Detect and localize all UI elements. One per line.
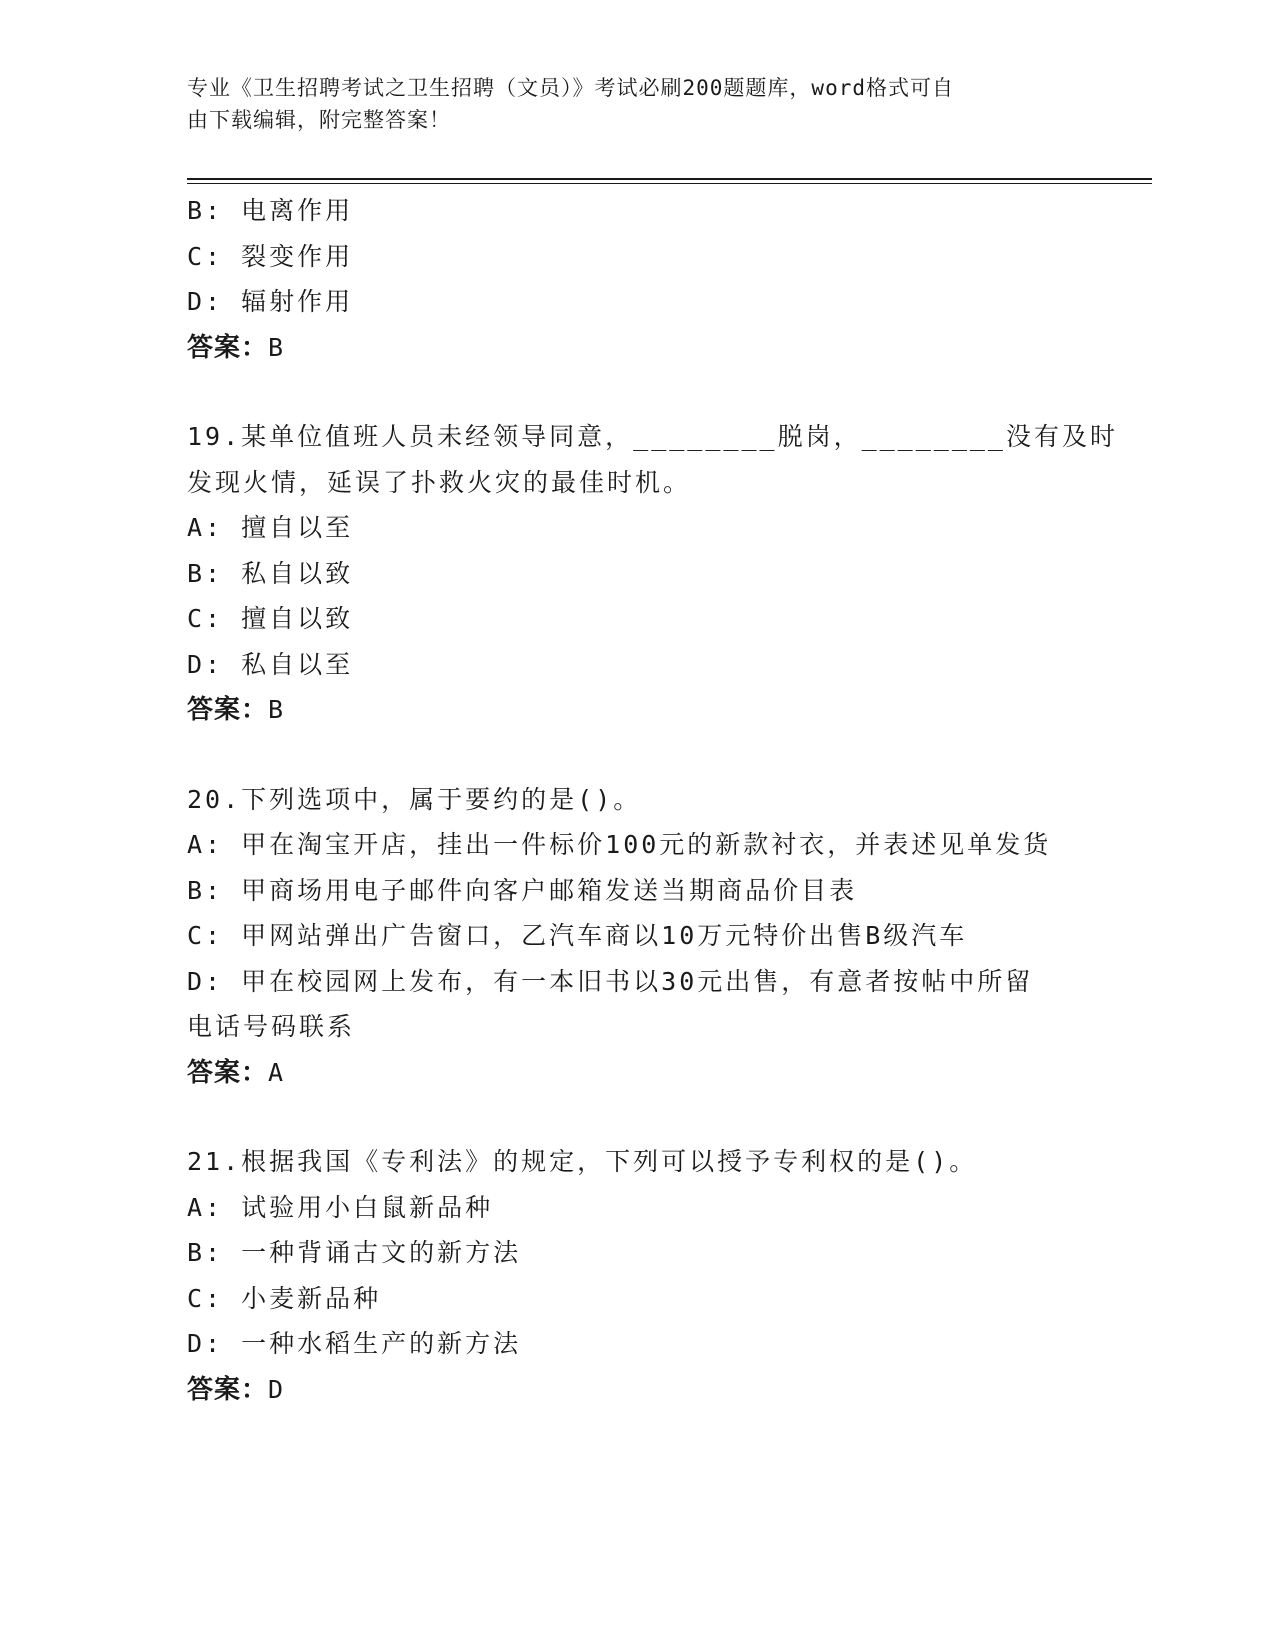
header-divider-thin	[187, 183, 1152, 184]
document-header	[187, 72, 1067, 136]
question-21	[187, 1139, 1082, 1412]
answer-value: B	[268, 332, 285, 362]
answer-label: 答案：	[187, 695, 269, 725]
header-line-2: 由下载编辑，附完整答案！	[187, 108, 451, 132]
question-19	[187, 414, 1118, 733]
option-d: D: 甲在校园网上发布，有一本旧书以30元出售，有意者按帖中所留	[187, 966, 1034, 996]
question-stem-line-1: 21.根据我国《专利法》的规定，下列可以授予专利权的是()。	[187, 1147, 978, 1176]
question-20	[187, 777, 1082, 1096]
option-c: C: 裂变作用	[187, 241, 354, 271]
header-line-1: 专业《卫生招聘考试之卫生招聘（文员）》考试必刷200题题库，word格式可自	[187, 76, 954, 100]
question-stem-line-1: 20.下列选项中，属于要约的是()。	[187, 784, 642, 814]
option-a: A: 擅自以至	[187, 513, 354, 542]
answer-label: 答案：	[187, 1374, 269, 1405]
option-b: B: 一种背诵古文的新方法	[187, 1238, 522, 1267]
option-c: C: 甲网站弹出广告窗口，乙汽车商以10万元特价出售B级汽车	[187, 921, 968, 950]
option-d: D: 私自以至	[187, 649, 354, 679]
option-c: C: 小麦新品种	[187, 1283, 382, 1313]
answer-line	[187, 687, 1082, 733]
option-a: A: 试验用小白鼠新品种	[187, 1192, 494, 1222]
question-18-continued	[187, 188, 1082, 370]
answer-line	[187, 1367, 1082, 1413]
answer-label: 答案：	[187, 1057, 269, 1088]
option-d: D: 辐射作用	[187, 287, 354, 316]
question-list	[187, 188, 1118, 1412]
header-divider-thick	[187, 178, 1152, 180]
answer-value: B	[268, 695, 285, 724]
answer-value: A	[268, 1057, 285, 1087]
answer-line	[187, 1050, 1082, 1096]
option-d: D: 一种水稻生产的新方法	[187, 1329, 522, 1358]
answer-value: D	[268, 1374, 285, 1404]
option-a: A: 甲在淘宝开店，挂出一件标价100元的新款衬衣，并表述见单发货	[187, 830, 1052, 859]
option-c: C: 擅自以致	[187, 604, 354, 633]
option-b: B: 甲商场用电子邮件向客户邮箱发送当期商品价目表	[187, 875, 858, 905]
answer-label: 答案：	[187, 332, 269, 363]
option-b: B: 电离作用	[187, 196, 354, 225]
option-d-continuation: 电话号码联系	[187, 1012, 356, 1041]
question-stem-line-1: 19.某单位值班人员未经领导同意，________脱岗，________没有及时	[187, 422, 1118, 451]
question-stem-line-2: 发现火情，延误了扑救火灾的最佳时机。	[187, 467, 692, 497]
answer-line	[187, 325, 1082, 371]
option-b: B: 私自以致	[187, 558, 354, 588]
